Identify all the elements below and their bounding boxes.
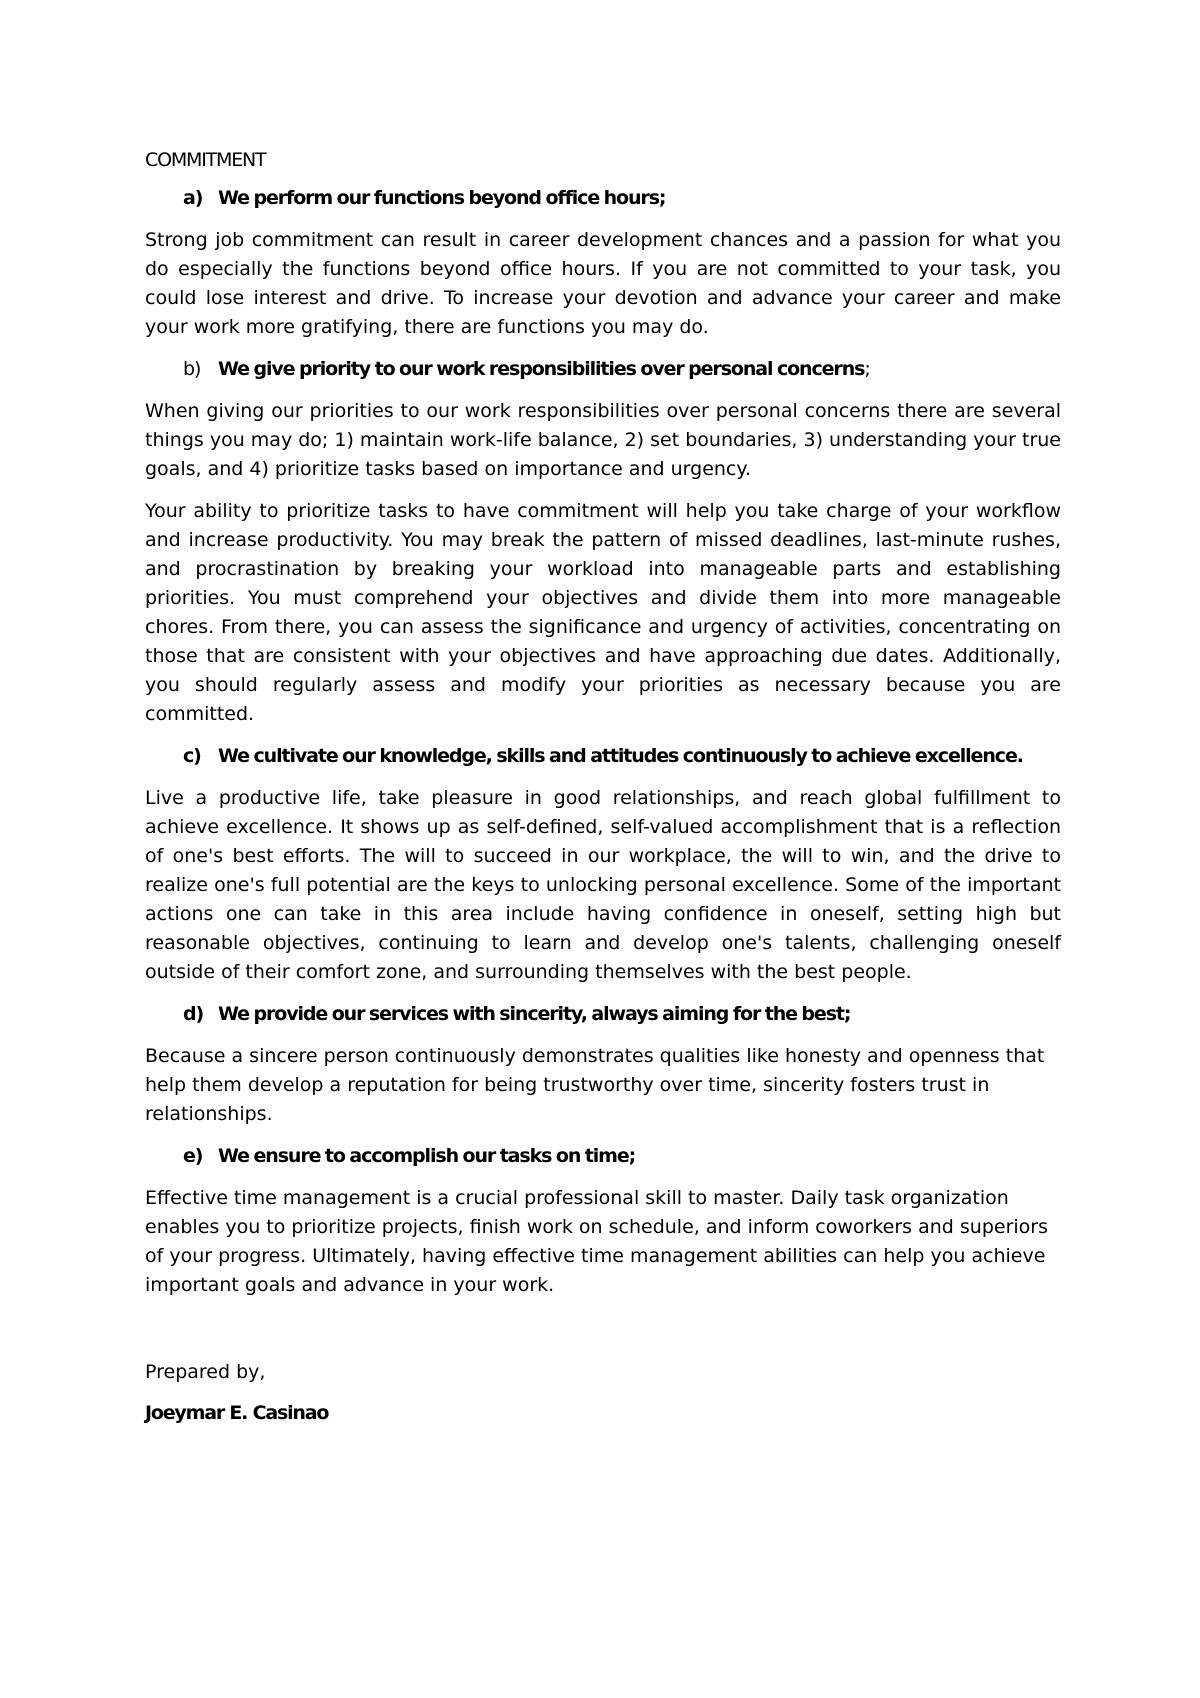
section-b-heading <box>145 355 1061 384</box>
document-page <box>145 146 1061 1428</box>
section-d-letter: d) <box>183 1003 204 1025</box>
section-c-letter: c) <box>183 745 201 767</box>
section-b-paragraph-1: When giving our priorities to our work responsibilities over personal concerns there are several things you may do; 1) maintain work-life balance, 2) set boundaries, 3) understanding your true goals, and 4) prioritize tasks based on importance and urgency. <box>145 400 1061 480</box>
section-a-letter: a) <box>183 187 203 209</box>
section-d-paragraph-1: Because a sincere person continuously demonstrates qualities like honesty and openness that help them develop a reputation for being trustworthy over time, sincerity fosters trust in relationships. <box>145 1045 1045 1125</box>
section-b-heading-text: We give priority to our work responsibilities over personal concerns <box>218 358 865 380</box>
section-e-paragraph-1: Effective time management is a crucial professional skill to master. Daily task organization enables you to prioritize projects, finish work on schedule, and inform coworkers and superiors of your progress. Ultimately, having effective time management abilities can help you achieve important goals and advance in your work. <box>145 1187 1049 1296</box>
section-a-heading <box>145 184 1061 213</box>
document-title: COMMITMENT <box>145 149 266 171</box>
prepared-by-label: Prepared by, <box>145 1361 266 1383</box>
section-b-heading-suffix: ; <box>864 358 870 380</box>
prepared-by-name: Joeymar E. Casinao <box>145 1402 329 1424</box>
section-e-letter: e) <box>183 1145 203 1167</box>
section-a-heading-text: We perform our functions beyond office hours; <box>218 187 666 209</box>
section-e-heading-text: We ensure to accomplish our tasks on time; <box>218 1145 636 1167</box>
section-b-letter: b) <box>183 358 201 380</box>
section-a-paragraph-1: Strong job commitment can result in career development chances and a passion for what you do especially the functions beyond office hours. If you are not committed to your task, you could lose interest and drive. To increase your devotion and advance your career and make your work more gratifying, there are functions you may do. <box>145 229 1061 338</box>
section-b-paragraph-2: Your ability to prioritize tasks to have commitment will help you take charge of your workflow and increase productivity. You may break the pattern of missed deadlines, last-minute rushes, and procrastination by breaking your workload into manageable parts and establishing priorities. You must comprehend your objectives and divide them into more manageable chores. From there, you can assess the significance and urgency of activities, concentrating on those that are consistent with your objectives and have approaching due dates. Additionally, you should regularly assess and modify your priorities as necessary because you are committed. <box>145 500 1061 725</box>
section-c-paragraph-1: Live a productive life, take pleasure in good relationships, and reach global fulfillment to achieve excellence. It shows up as self-defined, self-valued accomplishment that is a reflection of one's best efforts. The will to succeed in our workplace, the will to win, and the drive to realize one's full potential are the keys to unlocking personal excellence. Some of the important actions one can take in this area include having confidence in oneself, setting high but reasonable objectives, continuing to learn and develop one's talents, challenging oneself outside of their comfort zone, and surrounding themselves with the best people. <box>145 787 1061 983</box>
section-c-heading-text: We cultivate our knowledge, skills and attitudes continuously to achieve excellence. <box>218 745 1023 767</box>
section-d-heading <box>145 1000 1061 1029</box>
section-c-heading <box>145 742 1061 771</box>
section-d-heading-text: We provide our services with sincerity, always aiming for the best; <box>218 1003 851 1025</box>
section-e-heading <box>145 1142 1061 1171</box>
